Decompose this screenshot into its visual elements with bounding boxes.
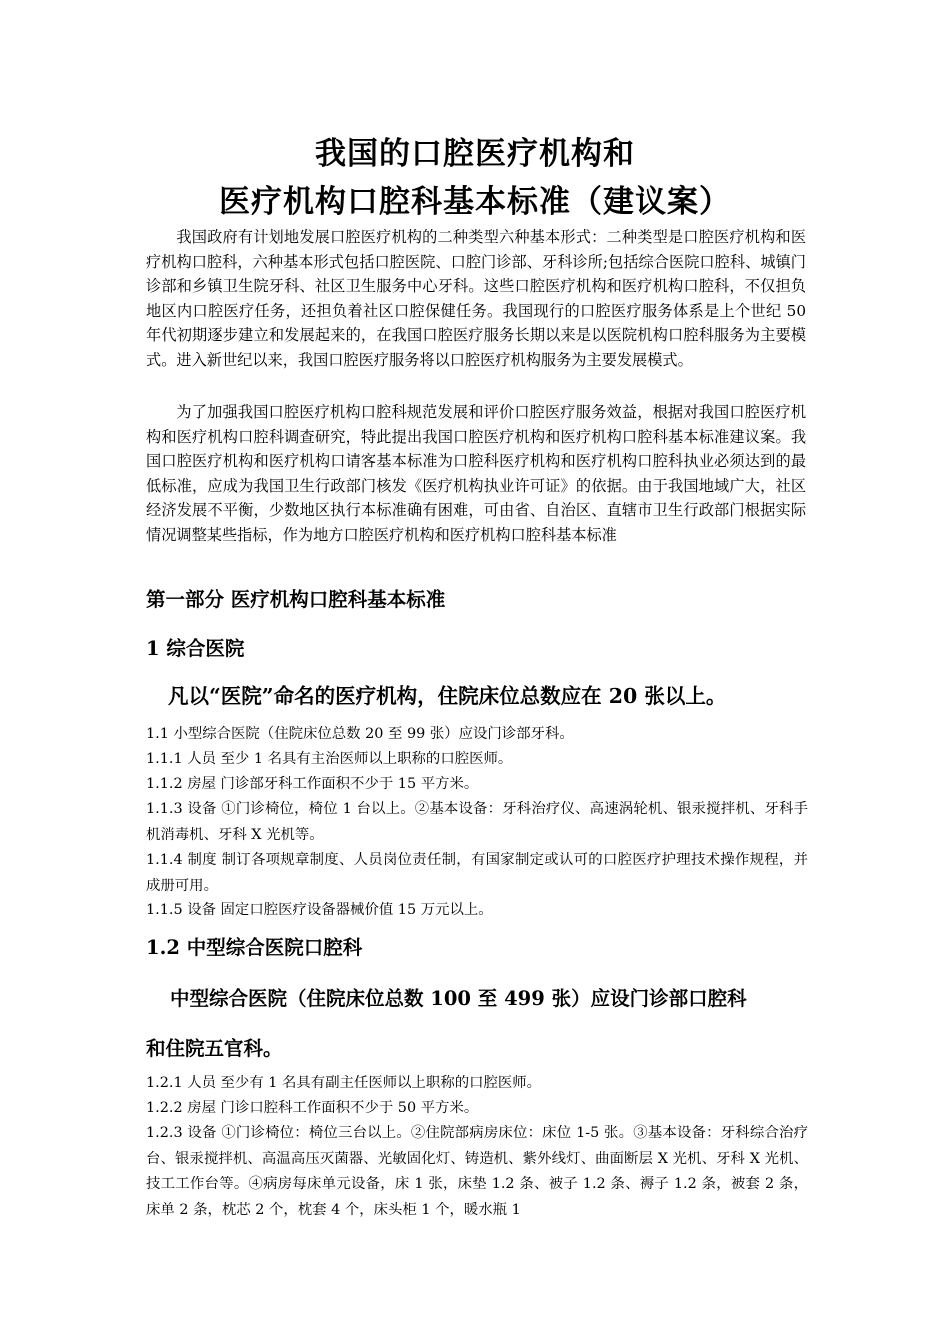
clause-1-1-5: 1.1.5 设备 固定口腔医疗设备器械价值 15 万元以上。 [146, 902, 493, 918]
document-title-line-1: 我国的口腔医疗机构和 [315, 136, 635, 172]
mid-hospital-requirement-line-2: 和住院五官科。 [146, 1037, 283, 1060]
part-one-heading: 第一部分 医疗机构口腔科基本标准 [146, 588, 446, 611]
section-1-2-heading: 1.2 中型综合医院口腔科 [146, 936, 363, 959]
section-1-heading: 1 综合医院 [146, 637, 245, 660]
hospital-bed-requirement: 凡以“医院”命名的医疗机构，住院床位总数应在 20 张以上。 [168, 684, 727, 708]
document-title-line-2: 医疗机构口腔科基本标准（建议案） [219, 184, 731, 220]
intro-paragraph-1: 我国政府有计划地发展口腔医疗机构的二种类型六种基本形式：二种类型是口腔医疗机构和医疗机构口腔科，六种基本形式包括口腔医院、口腔门诊部、牙科诊所;包括综合医院口腔科、城镇门诊部和乡镇卫生院牙科、社区卫生服务中心牙科。这些口腔医疗机构和医疗机构口腔科，不仅担负地区内口腔医疗任务，还担负着社区口腔保健任务。我国现行的口腔医疗服务体系是上个世纪 50 年代初期逐步建立和发展起来的，在我国口腔医疗服务长期以来是以医院机构口腔科服务为主要模式。进入新世纪以来，我国口腔医疗服务将以口腔医疗机构服务为主要发展模式。 [146, 228, 806, 369]
clause-1-2-2: 1.2.2 房屋 门诊口腔科工作面积不少于 50 平方米。 [146, 1100, 479, 1116]
clause-1-2-1: 1.2.1 人员 至少有 1 名具有副主任医师以上职称的口腔医师。 [146, 1075, 542, 1091]
clause-1-1-2: 1.1.2 房屋 门诊部牙科工作面积不少于 15 平方米。 [146, 776, 479, 792]
clause-1-1-4: 1.1.4 制度 制订各项规章制度、人员岗位责任制，有国家制定或认可的口腔医疗护理技术操作规程，并成册可用。 [146, 852, 808, 894]
mid-hospital-requirement-line-1: 中型综合医院（住院床位总数 100 至 499 张）应设门诊部口腔科 [170, 987, 747, 1010]
clause-1-2-3: 1.2.3 设备 ①门诊椅位：椅位三台以上。②住院部病房床位：床位 1-5 张。③基本设备：牙科综合治疗台、银汞搅拌机、高温高压灭菌器、光敏固化灯、铸造机、紫外线灯、曲面断层 X 光机、牙科 X 光机、技工工作台等。④病房每床单元设备，床 1 张，床垫 1.2 条、被子 1.2 条、褥子 1.2 条，被套 2 条，床单 2 条，枕芯 2 个，枕套 4 个，床头柜 1 个，暖水瓶 1 [146, 1125, 808, 1218]
intro-paragraph-2: 为了加强我国口腔医疗机构口腔科规范发展和评价口腔医疗服务效益，根据对我国口腔医疗机构和医疗机构口腔科调查研究，特此提出我国口腔医疗机构和医疗机构口腔科基本标准建议案。我国口腔医疗机构和医疗机构口请客基本标准为口腔科医疗机构和医疗机构口腔科执业必须达到的最低标准，应成为我国卫生行政部门核发《医疗机构执业许可证》的依据。由于我国地域广大，社区经济发展不平衡，少数地区执行本标准确有困难，可由省、自治区、直辖市卫生行政部门根据实际情况调整某些指标，作为地方口腔医疗机构和医疗机构口腔科基本标准 [146, 403, 806, 544]
clause-1-1: 1.1 小型综合医院（住院床位总数 20 至 99 张）应设门诊部牙科。 [146, 726, 574, 742]
clause-1-1-1: 1.1.1 人员 至少 1 名具有主治医师以上职称的口腔医师。 [146, 751, 513, 767]
clause-1-1-3: 1.1.3 设备 ①门诊椅位，椅位 1 台以上。②基本设备：牙科治疗仪、高速涡轮机、银汞搅拌机、牙科手机消毒机、牙科 X 光机等。 [146, 801, 808, 843]
